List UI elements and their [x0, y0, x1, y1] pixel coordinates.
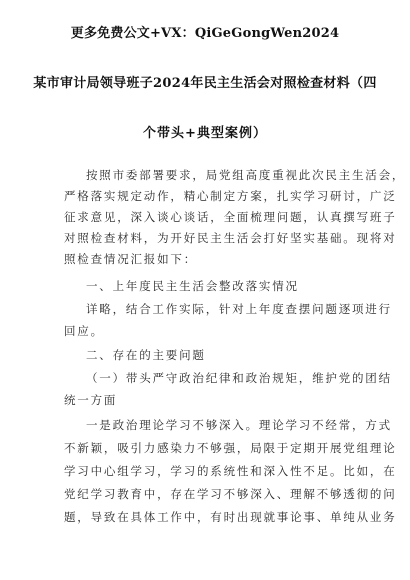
- paragraph-line: 题，导致在具体工作中，有时出现就事论事、单纯从业务: [64, 510, 397, 524]
- subsection-heading-1: （一）带头严守政治纪律和政治规矩，维护党的团结: [86, 371, 392, 385]
- paragraph-line: 严格落实规定动作，精心制定方案，扎实学习研讨，广泛: [64, 189, 397, 203]
- header-watermark: 更多免费公文+VX：QiGeGongWen2024: [70, 26, 340, 41]
- paragraph-line: 党纪学习教育中，存在学习不够深入、理解不够透彻的问: [64, 487, 397, 501]
- paragraph-line: 不新颖，吸引力感染力不够强，局限于定期开展党组理论: [64, 441, 397, 455]
- paragraph-line: 详略，结合工作实际，针对上年度查摆问题逐项进行: [86, 302, 392, 316]
- document-title-line-1: 某市审计局领导班子2024年民主生活会对照检查材料（四: [33, 76, 377, 91]
- section-heading-2: 二、存在的主要问题: [86, 348, 206, 362]
- document-title-line-2: 个带头+典型案例）: [143, 126, 267, 141]
- paragraph-line: 照检查情况汇报如下：: [64, 252, 197, 266]
- paragraph-line: 对照检查材料，为开好民主生活会打好坚实基础。现将对: [64, 231, 397, 245]
- paragraph-line: 征求意见，深入谈心谈话，全面梳理问题，认真撰写班子: [64, 210, 397, 224]
- paragraph-line: 一是政治理论学习不够深入。理论学习不经常，方式: [86, 418, 392, 432]
- paragraph-line: 学习中心组学习，学习的系统性和深入性不足。比如，在: [64, 464, 397, 478]
- section-heading-1: 一、上年度民主生活会整改落实情况: [86, 279, 299, 293]
- paragraph-line: 回应。: [64, 324, 104, 338]
- subsection-heading-1-cont: 统一方面: [64, 393, 118, 407]
- paragraph-line: 按照市委部署要求，局党组高度重视此次民主生活会，: [86, 168, 406, 182]
